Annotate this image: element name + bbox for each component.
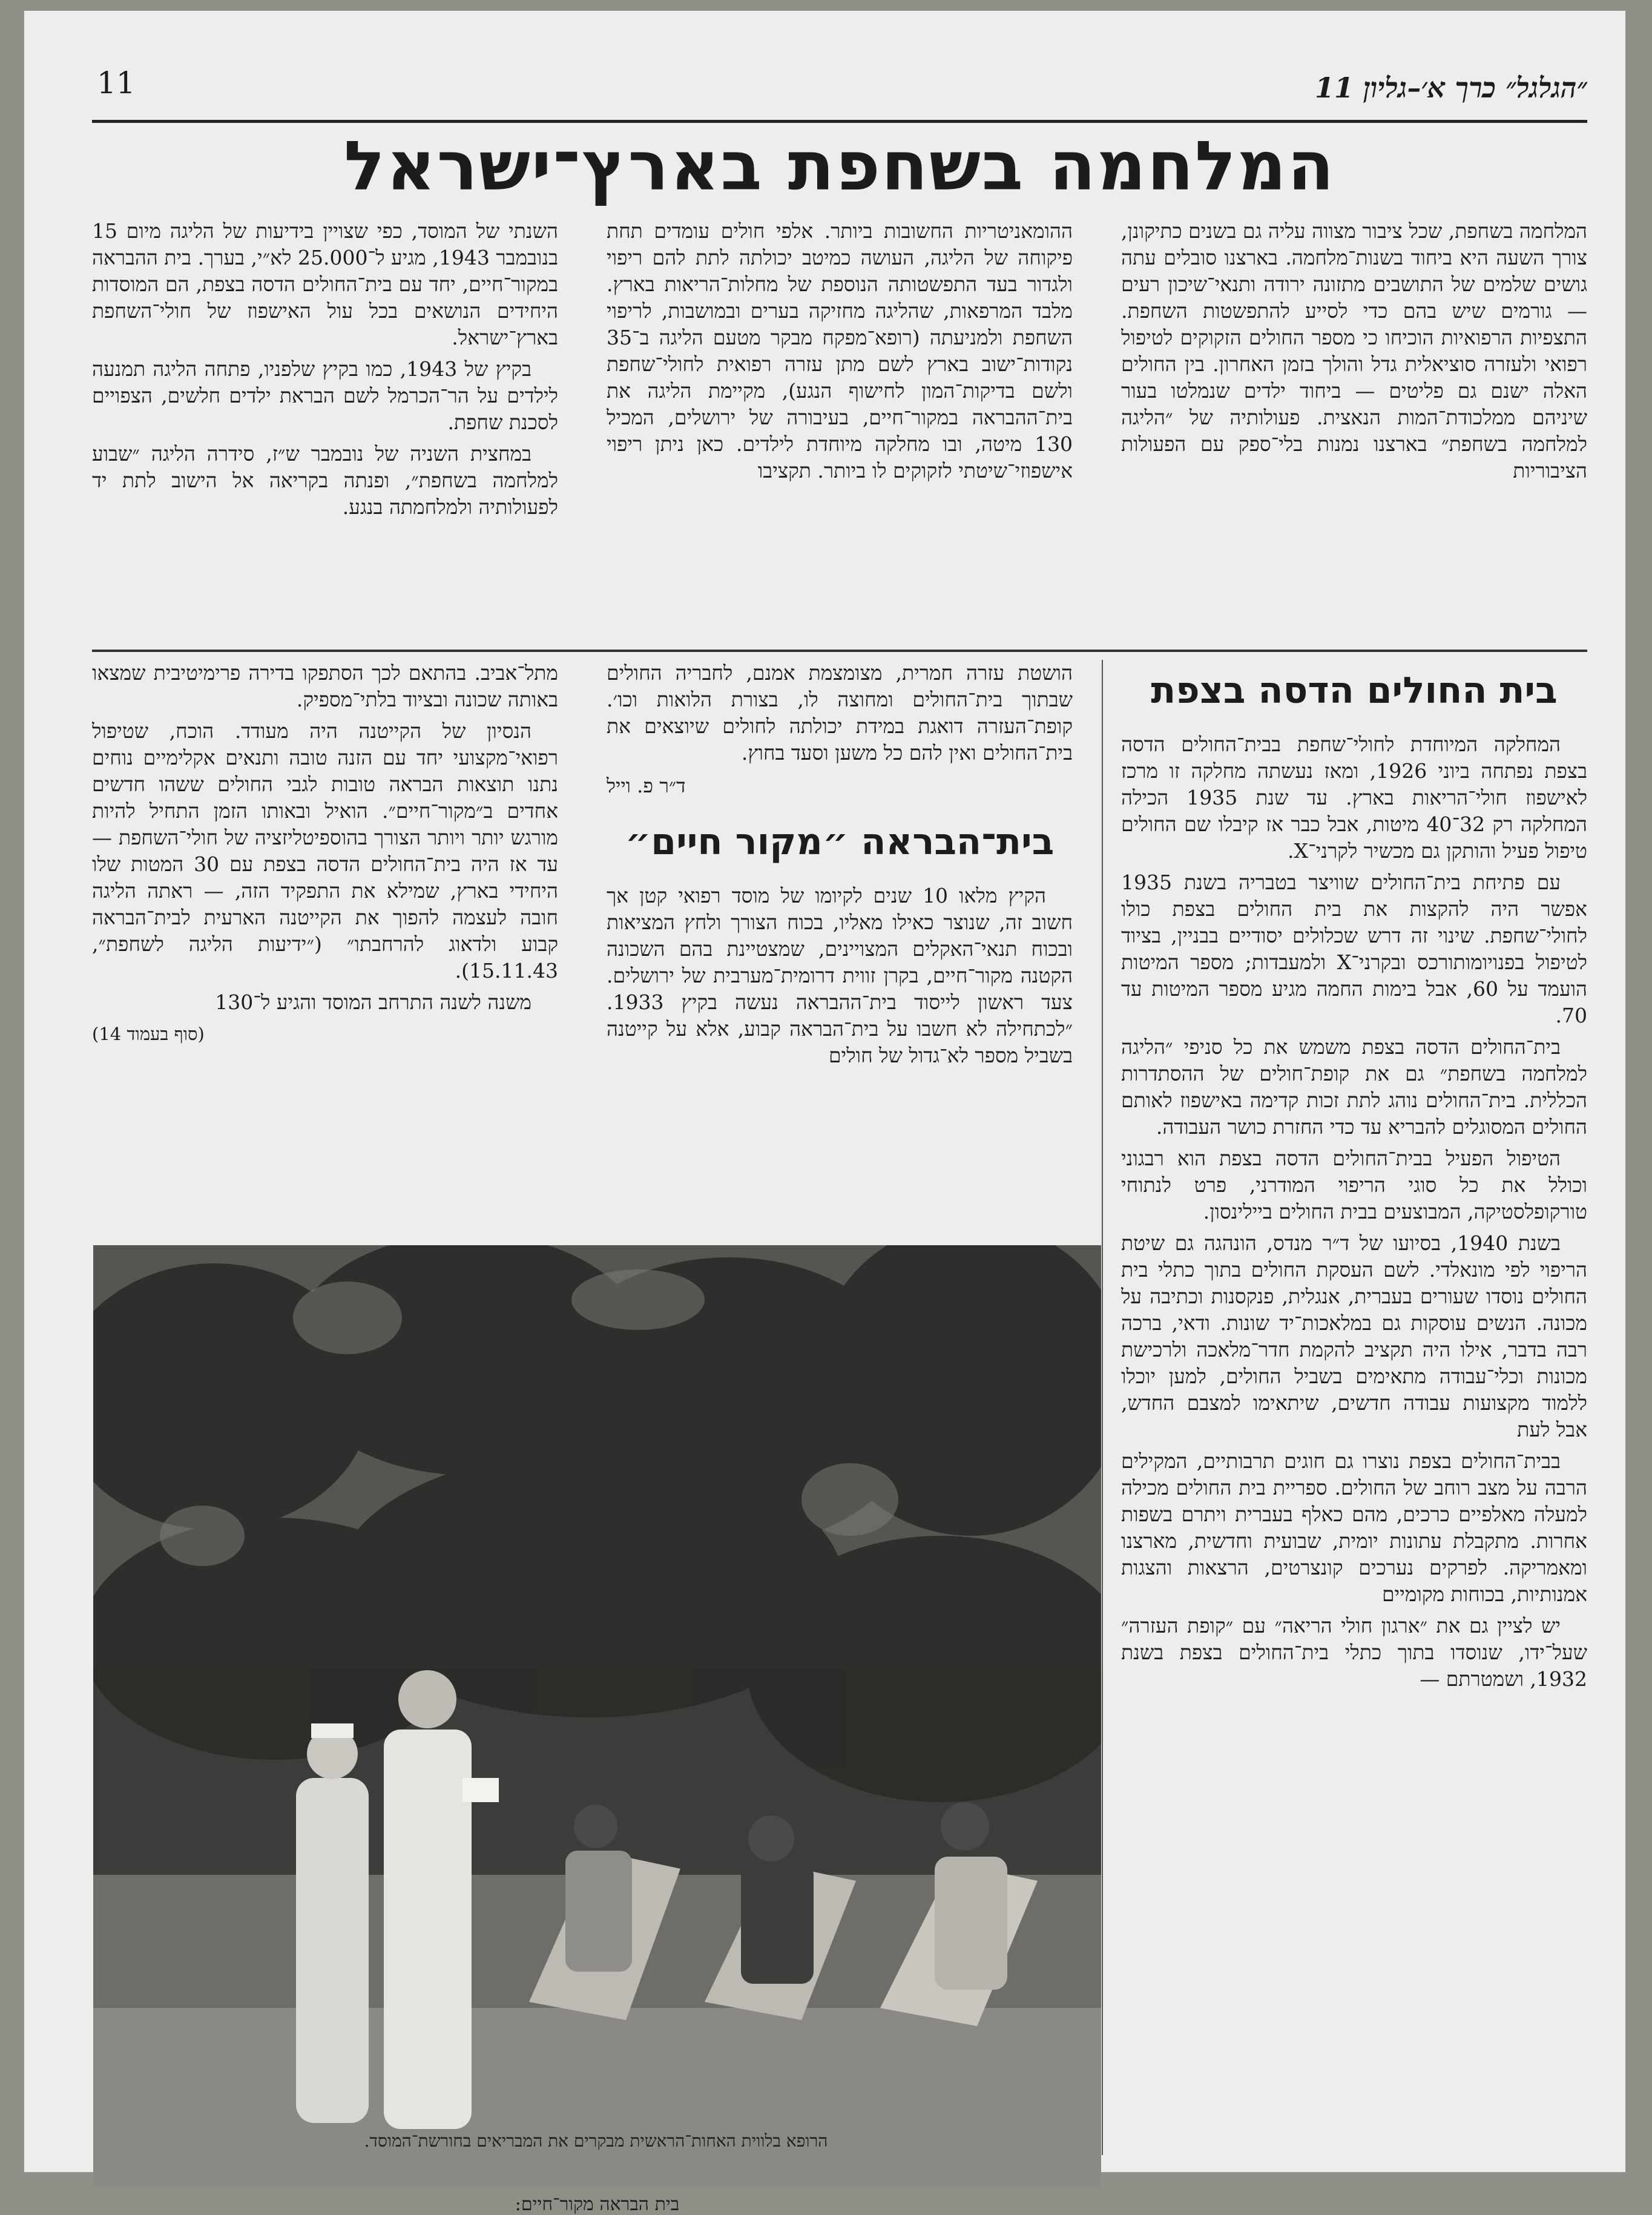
safed-paragraph: עם פתיחת בית־החולים שוויצר בטבריה בשנת 1935 אפשר היה להקצות את בית החולים בצפת כולו לחולי־שחפת. שינוי זה דרש שכלולים יסודיים בבניין, בציוד לטיפול בפנויומותורכס ובקרני־X ולמעבדות; מספר המיטות הועמד על 60, אבל בימות החמה מגיע מספר המיטות עד 70. bbox=[1121, 871, 1587, 1027]
continuation-text bbox=[92, 660, 558, 1016]
paragraph: מתל־אביב. בהתאם לכך הסתפקו בדירה פרימיטיבית שמצאו באותה שכונה ובציוד בלתי־מספיק. bbox=[92, 661, 558, 711]
intro-text-3: השנתי של המוסד, כפי שצויין בידיעות של הליגה מיום 15 בנובמבר 1943, מגיע ל־25.000 לא״י, בערך. בית ההבראה במקור־חיים, יחד עם בית־החולים הדסה בצפת, הם המוסדות היחידים הנושאים בכל עול האישפוז של חולי־השחפת בארץ־ישראל. bbox=[92, 219, 558, 349]
makor-haim-heading: בית־הבראה ״מקור חיים״ bbox=[625, 821, 1055, 863]
safed-paragraph: המחלקה המיוחדת לחולי־שחפת בבית־החולים הדסה בצפת נפתחה ביוני 1926, ומאז נעשתה מחלקה זו מרכז לאישפוז חולי־הריאות בארץ. עד שנת 1935 הכילה המחלקה רק 32־40 מיטות, אבל כבר אז קיבלו שם החולים טיפול פעיל והותקן גם מכשיר לקרני־X. bbox=[1121, 732, 1587, 863]
aid-fund-text: הושטת עזרה חמרית, מצומצמת אמנם, לחבריה החולים שבתוך בית־החולים ומחוצה לו, בצורת הלואות וכו׳. קופת־העזרה דואגת במידת יכולתה לחולים שיוצאים את בית־החולים ואין להם כל משען וסעד בחוץ. bbox=[607, 661, 1073, 765]
intro-text-1: המלחמה בשחפת, שכל ציבור מצווה עליה גם בשנים כתיקונן, צורך השעה היא ביחוד בשנות־מלחמה. בארצנו סובלים עתה גושים שלמים של התושבים מתזונה ירודה ותנאי־שיכון רעים — גורמים שיש בהם כדי לסייע להתפשטות השחפת. התצפיות הרפואיות הוכיחו כי מספר החולים הזקוקים לטיפול רפואי ולעזרה סוציאלית גדל והולך בזמן האחרון. בין החולים האלה ישנם גם פליטים — ביחוד ילדים שנמלטו בעור שיניהם ממלכודת־המות הנאצית. פעולותיה של ״הליגה למלחמה בשחפת״ בארצנו נמנות בלי־ספק עם הפעולות הציבוריות bbox=[1121, 219, 1587, 482]
intro-column-2 bbox=[607, 218, 1073, 645]
photo-caption-text: הרופא בלווית האחות־הראשית מבקרים את המבריאים בחורשת־המוסד. bbox=[364, 2131, 828, 2151]
author-signature: ד״ר פ. וייל bbox=[607, 774, 686, 797]
newspaper-page bbox=[92, 36, 1587, 2215]
safed-paragraph: בשנת 1940, בסיועו של ד״ר מנדס, הונהגה גם שיטת הריפוי לפי מונאלדי. לשם העסקת החולים בתוך כתלי בית החולים נוסדו שעורים בעברית, אנגלית, פנקסנות וכתיבה על מכונה. הנשים עוסקות גם במלאכות־יד שונות. ודאי, ברכה רבה בדבר, אילו היה תקציב להקמת חדר־מלאכה ולרכישת מכונות וכלי־עבודה מתאימים בשביל החולים, למען יוכלו ללמוד מקצועות עבודה חדשים, שיתאימו למצבם החדש, אבל לעת bbox=[1121, 1231, 1587, 1441]
safed-paragraph: יש לציין גם את ״ארגון חולי הריאה״ עם ״קופת העזרה״ שעל־ידו, שנוסדו בתוך כתלי בית־החולים בצפת בשנת 1932, ושמטרתם — bbox=[1121, 1614, 1587, 1691]
makor-haim-column bbox=[607, 660, 1073, 1229]
intro-column-3 bbox=[92, 218, 558, 645]
intro-text-2: ההומאניטריות החשובות ביותר. אלפי חולים עומדים תחת פיקוחה של הליגה, העושה כמיטב יכולתה לתת להם ריפוי ולגדור בעד התפשטותה הנוספת של מחלות־הריאות בארץ. מלבד המרפאות, שהליגה מחזיקה בערים ובמושבות, לריפוי השחפת ולמניעתה (רופא־מפקח מבקר מטעם הליגה ב־35 נקודות־ישוב בארץ לשם מתן עזרה רפואית לחולי־שחפת ולשם בדיקות־המון לחישוף הנגע), מקיימת הליגה את בית־ההבראה במקור־חיים, בעיבורה של ירושלים, המכיל 130 מיטה, ובו מחלקה מיוחדת לילדים. כאן ניתן ריפוי אישפוזי־שיטתי לזקוקים לו ביותר. תקציבו bbox=[607, 219, 1073, 482]
safed-paragraph: הטיפול הפעיל בבית־החולים הדסה בצפת הוא רבגוני וכולל את כל סוגי הריפוי המודרני, פרט לנתוחי טורקופלסטיקה, המבוצעים בבית החולים ביילינסון. bbox=[1121, 1147, 1587, 1223]
safed-paragraph: בבית־החולים בצפת נוצרו גם חוגים תרבותיים, המקילים הרבה על מצב רוחב של החולים. ספריית בית החולים מכילה למעלה מאלפיים כרכים, מהם כאלף בעברית ויתרם בשפות אחרות. מתקבלת עתונות יומית, שבועית וחדשית, מארצנו ומאמריקה. לפרקים נערכים קונצרטים, הרצאות והצגות אמנותיות, בכוחות מקומיים bbox=[1121, 1449, 1587, 1606]
column-rule bbox=[1102, 660, 1103, 2155]
page-number: 11 bbox=[97, 65, 136, 100]
running-title: ״הגלגל״ כרך א׳–גליון 11 bbox=[1315, 71, 1587, 104]
intro-column-1 bbox=[1121, 218, 1587, 645]
photo-caption-title: בית הבראה מקור־חיים: bbox=[515, 2194, 680, 2215]
safed-paragraph: בית־החולים הדסה בצפת משמש את כל סניפי ״הליגה למלחמה בשחפת״ גם את קופת־חולים של ההסתדרות הכללית. בית־החולים נוהג לתת זכות קדימה באישפוז לאותם החולים המסוגלים להבריא עד כדי החזרת כושר העבודה. bbox=[1121, 1035, 1587, 1139]
paragraph: משנה לשנה התרחב המוסד והגיע ל־130 bbox=[215, 990, 531, 1014]
newspaper-sheet bbox=[24, 11, 1625, 2215]
safed-column bbox=[1121, 660, 1587, 2155]
nurse-figure bbox=[296, 1723, 369, 2123]
makor-haim-text: הקיץ מלאו 10 שנים לקיומו של מוסד רפואי קטן אך חשוב זה, שנוצר כאילו מאליו, בכוח הצורך ולחץ המציאות ובכוח תנאי־האקלים המצויינים, שמצטיינת בהם השכונה הקטנה מקור־חיים, בקרן זווית דרומית־מערבית של ירושלים. צעד ראשון לייסוד בית־ההבראה נעשה בקיץ 1933. ״לכתחילה לא חשבו על בית־הבראה קבוע, אלא על קייטנה בשביל מספר לא־גדול של חולים bbox=[607, 884, 1073, 1067]
section-divider bbox=[92, 650, 1587, 652]
paragraph: בקיץ של 1943, כמו בקיץ שלפניו, פתחה הליגה תמנעה לילדים על הר־הכרמל לשם הבראת ילדים חלשים, הצפויים לסכנת שחפת. bbox=[92, 357, 558, 434]
paragraph: הנסיון של הקייטנה היה מעודד. הוכח, שטיפול רפואי־מקצועי יחד עם הזנה טובה ותנאים אקלימיים נוחים נתנו תוצאות הבראה טובות לגבי החולים ששהו חדשים אחדים ב״מקור־חיים״. הואיל ובאותו הזמן התחיל להיות מורגש יותר ויותר הצורך בהוספיטליזציה של חולי־השחפת — עד אז היה בית־החולים הדסה בצפת עם 30 המטות שלו היחידי בארץ, שמילא את התפקיד הזה, — ראתה הליגה חובה לעצמה להפוך את הקייטנה הארעית לבית־הבראה קבוע ולדאוג להרחבתו״ (״ידיעות הליגה לשחפת״, 15.11.43). bbox=[92, 719, 558, 982]
patients-figures bbox=[529, 1802, 1038, 2026]
sanatorium-photo bbox=[93, 1245, 1101, 2187]
safed-heading: בית החולים הדסה בצפת bbox=[1151, 670, 1558, 712]
page-header bbox=[92, 48, 1587, 115]
paragraph: במחצית השניה של נובמבר ש״ז, סידרה הליגה ״שבוע למלחמה בשחפת״, ופנתה בקריאה אל הישוב לתת יד לפעולותיה ולמלחמתה בנגע. bbox=[92, 442, 558, 519]
continuation-column bbox=[92, 660, 558, 1229]
continued-note: (סוף בעמוד 14) bbox=[92, 1024, 205, 1044]
article-title: המלחמה בשחפת בארץ־ישראל bbox=[344, 127, 1335, 206]
